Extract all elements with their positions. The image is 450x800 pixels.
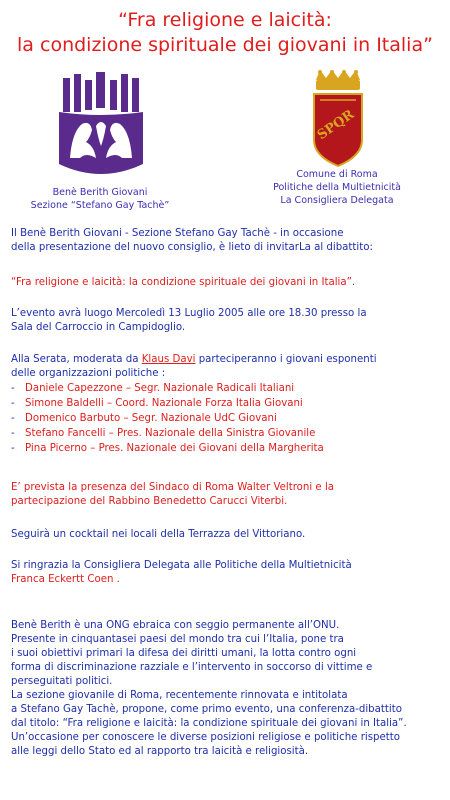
- quote-paragraph: [11, 276, 441, 290]
- spqr-shield-icon: [310, 70, 366, 168]
- moderation-paragraph: [11, 353, 441, 456]
- shield-text: SPQR: [314, 107, 358, 144]
- participant-name: Pina Picerno – Pres. Nazionale dei Giovani della Margherita: [25, 443, 324, 454]
- about-paragraph: [11, 619, 441, 759]
- comune-roma-crest: [310, 70, 366, 168]
- participant-name: Simone Baldelli – Coord. Nazionale Forza Italia Giovani: [25, 398, 303, 409]
- caption-right-line-3: La Consigliera Delegata: [280, 195, 394, 206]
- caption-left-line-1: Benè Berith Giovani: [52, 187, 148, 198]
- event-paragraph: [11, 307, 441, 335]
- cocktail-paragraph: [11, 528, 441, 542]
- intro-paragraph: [11, 227, 441, 255]
- caption-right-line-2: Politiche della Multietnicità: [273, 182, 401, 193]
- presence-line-1: E’ prevista la presenza del Sindaco di Roma Walter Veltroni e la: [11, 482, 335, 493]
- about-line: a Stefano Gay Tachè, propone, come primo evento, una conferenza-dibattito: [11, 704, 402, 715]
- quote-text: “Fra religione e laicità: la condizione spirituale dei giovani in Italia”.: [11, 277, 356, 288]
- caption-comune-roma: [262, 168, 412, 207]
- thanks-line-2: Franca Eckertt Coen .: [11, 574, 120, 585]
- caption-left-line-2: Sezione “Stefano Gay Tachè”: [30, 200, 170, 211]
- intro-line-2: della presentazione del nuovo consiglio, è lieto di invitarLa al dibattito:: [11, 242, 373, 253]
- about-line: dal titolo: “Fra religione e laicità: la condizione spirituale dei giovani in Italia”.: [11, 718, 407, 729]
- moderation-post: parteciperanno i giovani esponenti: [195, 354, 377, 365]
- title-line-1: “Fra religione e laicità:: [118, 9, 332, 31]
- moderation-line-1: [11, 353, 441, 367]
- caption-right-line-1: Comune di Roma: [296, 169, 378, 180]
- moderator-link[interactable]: Klaus Davi: [141, 354, 196, 365]
- participant-name: Domenico Barbuto – Segr. Nazionale UdC Giovani: [25, 413, 277, 424]
- about-line: i suoi obiettivi primari la difesa dei diritti umani, la lotta contro ogni: [11, 648, 357, 659]
- bene-berith-logo: [56, 72, 146, 180]
- event-line-1: L’evento avrà luogo Mercoledì 13 Luglio 2005 alle ore 18.30 presso la: [11, 308, 367, 319]
- intro-line-1: Il Benè Berith Giovani - Sezione Stefano Gay Tachè - in occasione: [11, 228, 344, 239]
- caption-bene-berith: [20, 186, 180, 212]
- list-item: - Pina Picerno – Pres. Nazionale dei Giovani della Margherita: [11, 443, 324, 454]
- about-line: La sezione giovanile di Roma, recentemente rinnovata e intitolata: [11, 690, 348, 701]
- about-line: perseguitati politici.: [11, 676, 113, 687]
- about-line: forma di discriminazione razziale e l’intervento in soccorso di vittime e: [11, 662, 373, 673]
- moderation-pre: Alla Serata, moderata da: [11, 354, 142, 365]
- about-line: Un’occasione per conoscere le diverse posizioni religiose e politiche rispetto: [11, 732, 400, 743]
- list-item: - Domenico Barbuto – Segr. Nazionale UdC Giovani: [11, 413, 277, 424]
- about-line: alle leggi dello Stato ed al rapporto tra laicità e religiosità.: [11, 746, 309, 757]
- cocktail-text: Seguirà un cocktail nei locali della Terrazza del Vittoriano.: [11, 529, 306, 540]
- presence-line-2: partecipazione del Rabbino Benedetto Carucci Viterbi.: [11, 496, 288, 507]
- thanks-paragraph: [11, 559, 441, 587]
- participant-name: Daniele Capezzone – Segr. Nazionale Radicali Italiani: [25, 383, 295, 394]
- about-line: Benè Berith è una ONG ebraica con seggio permanente all’ONU.: [11, 620, 340, 631]
- list-item: - Stefano Fancelli – Pres. Nazionale della Sinistra Giovanile: [11, 428, 316, 439]
- event-line-2: Sala del Carroccio in Campidoglio.: [11, 322, 186, 333]
- moderation-line-2: delle organizzazioni politiche :: [11, 368, 166, 379]
- about-line: Presente in cinquantasei paesi del mondo tra cui l’Italia, pone tra: [11, 634, 344, 645]
- presence-paragraph: [11, 481, 441, 509]
- title-line-2: la condizione spirituale dei giovani in Italia”: [17, 34, 433, 56]
- participants-list: [11, 381, 441, 456]
- menorah-logo-icon: [56, 72, 146, 180]
- thanks-line-1: Si ringrazia la Consigliera Delegata alle Politiche della Multietnicità: [11, 560, 352, 571]
- list-item: - Simone Baldelli – Coord. Nazionale Forza Italia Giovani: [11, 398, 303, 409]
- list-item: - Daniele Capezzone – Segr. Nazionale Radicali Italiani: [11, 383, 295, 394]
- participant-name: Stefano Fancelli – Pres. Nazionale della Sinistra Giovanile: [25, 428, 316, 439]
